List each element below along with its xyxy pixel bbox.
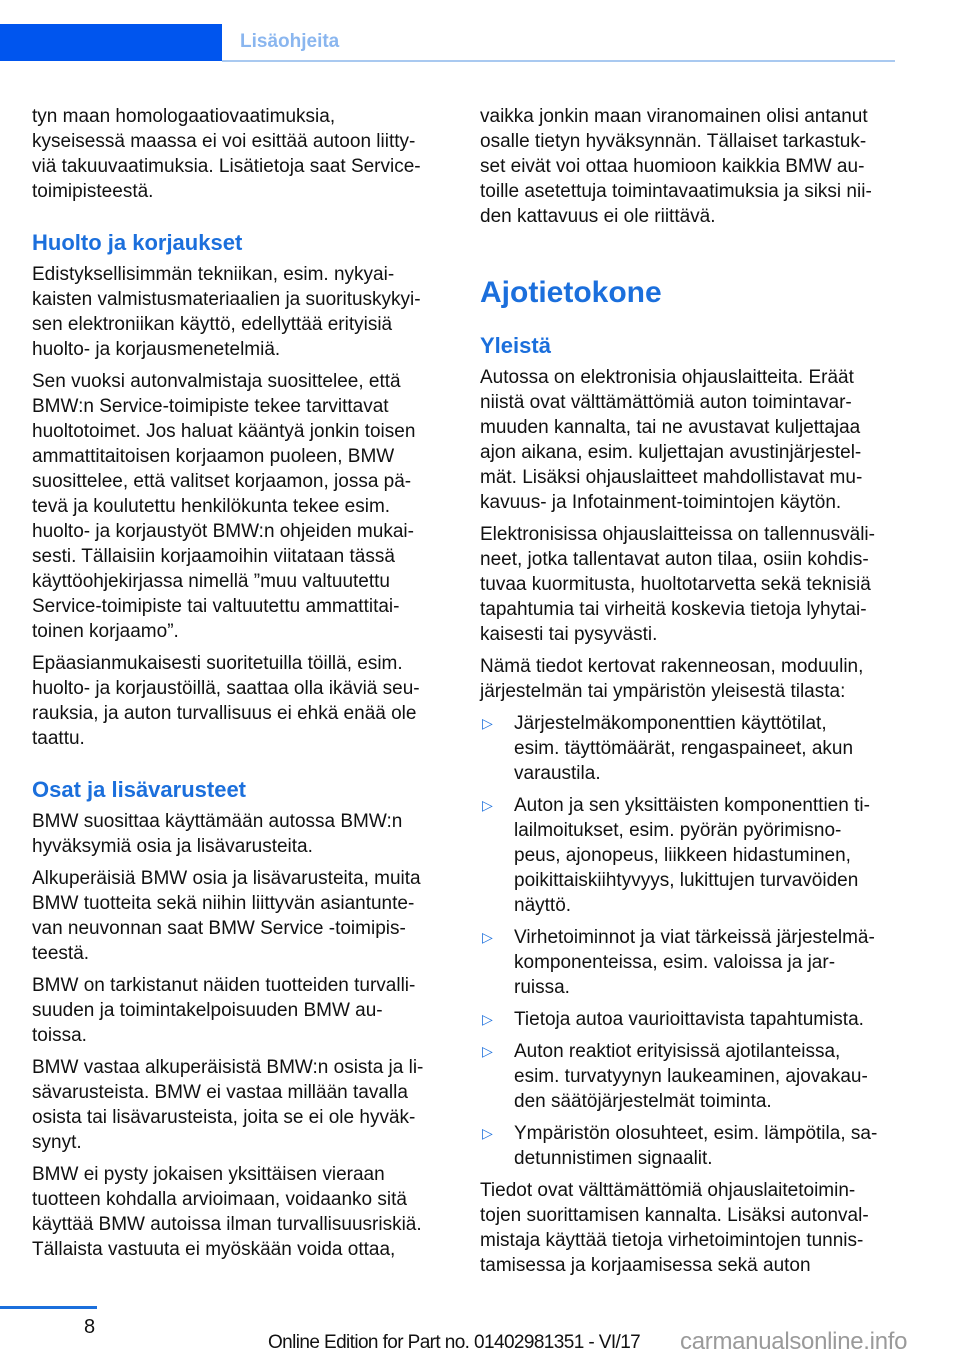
text-line: Sen vuoksi autonvalmistaja suosittelee, että — [32, 371, 401, 392]
text-line: osalle tietyn hyväksynnän. Tällaiset tarkastuk- — [480, 131, 867, 152]
text-line: tevä ja koulutettu henkilökunta tekee esim. — [32, 496, 391, 517]
text-line: kaisesti tai pysyvästi. — [480, 624, 658, 645]
section-heading: Huolto ja korjaukset — [32, 230, 243, 255]
header-divider — [222, 60, 895, 62]
list-item — [480, 1039, 900, 1114]
text-line: tapahtumia tai virheitä koskevia tietoja lyhytai- — [480, 599, 867, 620]
page-number: 8 — [84, 1316, 96, 1338]
text-line: Virhetoiminnot ja viat tärkeissä järjestelmä- — [514, 927, 875, 948]
text-line: tuotteen kohdalla arvioimaan, voidaanko sitä — [32, 1189, 407, 1210]
text-line: komponenteissa, esim. valoissa ja jar- — [514, 952, 836, 973]
footer-divider — [0, 1306, 97, 1309]
text-line: suosittelee, että valitset korjaamon, jossa pä- — [32, 471, 412, 492]
triangle-bullet-icon: ▷ — [482, 929, 493, 945]
text-line: neet, jotka tallentavat auton tilaa, osiin kohdis- — [480, 549, 869, 570]
text-line: toille asetettuja toimintavaatimuksia ja siksi nii- — [480, 181, 872, 202]
text-line: van neuvonnan saat BMW Service -toimipis- — [32, 918, 406, 939]
text-line: viä takuuvaatimuksia. Lisätietoja saat Service- — [32, 156, 421, 177]
section-title: Lisäohjeita — [240, 31, 340, 52]
paragraph — [480, 1178, 900, 1278]
paragraph — [32, 809, 447, 859]
text-line: teestä. — [32, 943, 90, 964]
text-line: BMW suosittaa käyttämään autossa BMW:n — [32, 811, 403, 832]
list-item — [480, 711, 900, 786]
text-line: osista tai lisävarusteista, joita se ei ole hyväk- — [32, 1107, 416, 1128]
text-line: huolto- ja korjausmenetelmiä. — [32, 339, 281, 360]
text-line: Auton ja sen yksittäisten komponenttien ti- — [514, 795, 870, 816]
text-line: huolto- ja korjaustyöt BMW:n ohjeiden mukai- — [32, 521, 414, 542]
text-line: BMW tuotteita sekä niihin liittyvän asiantunte- — [32, 893, 415, 914]
list-item — [480, 925, 900, 1000]
text-line: detunnistimen signaalit. — [514, 1148, 713, 1169]
text-line: järjestelmän tai ympäristön yleisestä tilasta: — [480, 681, 846, 702]
paragraph — [32, 651, 447, 751]
text-line: tojen suorittamisen kannalta. Lisäksi autonval- — [480, 1205, 869, 1226]
text-line: Service-toimipiste tai valtuutettu ammattitai- — [32, 596, 400, 617]
section-heading: Yleistä — [480, 333, 551, 358]
list-item — [480, 793, 900, 918]
watermark: carmanualsonline.info — [680, 1328, 908, 1355]
paragraph — [32, 104, 447, 204]
text-line: Tiedot ovat välttämättömiä ohjauslaitetoimin- — [480, 1180, 856, 1201]
text-line: synyt. — [32, 1132, 82, 1153]
text-line: mistaja käyttää tietoja virhetoimintojen tunnis- — [480, 1230, 864, 1251]
text-line: kyseisessä maassa ei voi esittää autoon liitty- — [32, 131, 416, 152]
text-line: den säätöjärjestelmät toiminta. — [514, 1091, 772, 1112]
right-column — [480, 104, 900, 1285]
text-line: Elektronisissa ohjauslaitteissa on tallennusväli- — [480, 524, 875, 545]
chapter-heading: Ajotietokone — [480, 276, 662, 309]
left-column — [32, 104, 447, 1269]
paragraph — [480, 365, 900, 515]
paragraph — [32, 1162, 447, 1262]
triangle-bullet-icon: ▷ — [482, 1125, 493, 1141]
text-line: kavuus- ja Infotainment-toimintojen käytön. — [480, 492, 842, 513]
text-line: suuden ja toimintakelpoisuuden BMW au- — [32, 1000, 383, 1021]
text-line: huolto- ja korjaustöillä, saattaa olla ikäviä seu- — [32, 678, 420, 699]
header-color-block — [0, 24, 222, 61]
text-line: taattu. — [32, 728, 85, 749]
list-item — [480, 1121, 900, 1171]
text-line: tyn maan homologaatiovaatimuksia, — [32, 106, 336, 127]
text-line: Auton reaktiot erityisissä ajotilanteissa, — [514, 1041, 841, 1062]
text-line: lailmoitukset, esim. pyörän pyörimisno- — [514, 820, 842, 841]
text-line: niistä ovat välttämättömiä auton toimintavar- — [480, 392, 852, 413]
text-line: toissa. — [32, 1025, 87, 1046]
text-line: poikittaiskiihtyvyys, lukittujen turvavöiden — [514, 870, 859, 891]
text-line: käyttöohjekirjassa nimellä ”muu valtuutettu — [32, 571, 391, 592]
text-line: vaikka jonkin maan viranomainen olisi antanut — [480, 106, 868, 127]
text-line: set eivät voi ottaa huomioon kaikkia BMW au- — [480, 156, 865, 177]
triangle-bullet-icon: ▷ — [482, 797, 493, 813]
text-line: rauksia, ja auton turvallisuus ei ehkä enää ole — [32, 703, 417, 724]
text-line: muuden kannalta, tai ne avustavat kuljettajaa — [480, 417, 861, 438]
text-line: kaisten valmistusmateriaalien ja suorituskykyi- — [32, 289, 421, 310]
text-line: peus, ajonopeus, liikkeen hidastuminen, — [514, 845, 851, 866]
section-heading: Osat ja lisävarusteet — [32, 777, 247, 802]
triangle-bullet-icon: ▷ — [482, 715, 493, 731]
triangle-bullet-icon: ▷ — [482, 1043, 493, 1059]
text-line: Ympäristön olosuhteet, esim. lämpötila, sa- — [514, 1123, 878, 1144]
paragraph — [480, 654, 900, 704]
text-line: ajon aikana, esim. kuljettajan avustinjärjestel- — [480, 442, 862, 463]
text-line: toimipisteestä. — [32, 181, 154, 202]
triangle-bullet-icon: ▷ — [482, 1011, 493, 1027]
text-line: esim. turvatyynyn laukeaminen, ajovakau- — [514, 1066, 868, 1087]
text-line: toinen korjaamo”. — [32, 621, 179, 642]
text-line: BMW:n Service-toimipiste tekee tarvittavat — [32, 396, 389, 417]
text-line: huoltotoimet. Jos haluat kääntyä jonkin toisen — [32, 421, 416, 442]
text-line: ruissa. — [514, 977, 570, 998]
paragraph — [32, 866, 447, 966]
text-line: Epäasianmukaisesti suoritetuilla töillä, esim. — [32, 653, 403, 674]
footer-edition-text: Online Edition for Part no. 01402981351 - VI/17 — [268, 1332, 641, 1353]
list-item — [480, 1007, 900, 1032]
text-line: sävarusteista. BMW ei vastaa millään tavalla — [32, 1082, 408, 1103]
text-line: Edistyksellisimmän tekniikan, esim. nykyai- — [32, 264, 395, 285]
paragraph — [480, 522, 900, 647]
text-line: sesti. Tällaisiin korjaamoihin viitataan tässä — [32, 546, 395, 567]
text-line: mät. Lisäksi ohjauslaitteet mahdollistavat mu- — [480, 467, 863, 488]
paragraph — [32, 973, 447, 1048]
text-line: Tällaista vastuuta ei myöskään voida ottaa, — [32, 1239, 396, 1260]
text-line: BMW vastaa alkuperäisistä BMW:n osista ja li- — [32, 1057, 424, 1078]
text-line: Nämä tiedot kertovat rakenneosan, moduulin, — [480, 656, 864, 677]
paragraph — [480, 104, 900, 229]
text-line: tamisessa ja korjaamisessa sekä auton — [480, 1255, 811, 1276]
text-line: tuvaa kuormitusta, huoltotarvetta sekä teknisiä — [480, 574, 871, 595]
text-line: Autossa on elektronisia ohjauslaitteita. Eräät — [480, 367, 854, 388]
text-line: Tietoja autoa vaurioittavista tapahtumista. — [514, 1009, 864, 1030]
paragraph — [32, 1055, 447, 1155]
text-line: Alkuperäisiä BMW osia ja lisävarusteita, muita — [32, 868, 421, 889]
paragraph — [32, 369, 447, 644]
text-line: Järjestelmäkomponenttien käyttötilat, — [514, 713, 827, 734]
text-line: näyttö. — [514, 895, 572, 916]
text-line: BMW on tarkistanut näiden tuotteiden turvalli- — [32, 975, 416, 996]
text-line: ammattitaitoisen korjaamon puoleen, BMW — [32, 446, 395, 467]
text-line: BMW ei pysty jokaisen yksittäisen vieraan — [32, 1164, 385, 1185]
text-line: esim. täyttömäärät, rengaspaineet, akun — [514, 738, 854, 759]
paragraph — [32, 262, 447, 362]
text-line: sen elektroniikan käyttö, edellyttää erityisiä — [32, 314, 393, 335]
text-line: den kattavuus ei ole riittävä. — [480, 206, 716, 227]
text-line: hyväksymiä osia ja lisävarusteita. — [32, 836, 313, 857]
text-line: varaustila. — [514, 763, 601, 784]
text-line: käyttää BMW autoissa ilman turvallisuusriskiä. — [32, 1214, 422, 1235]
